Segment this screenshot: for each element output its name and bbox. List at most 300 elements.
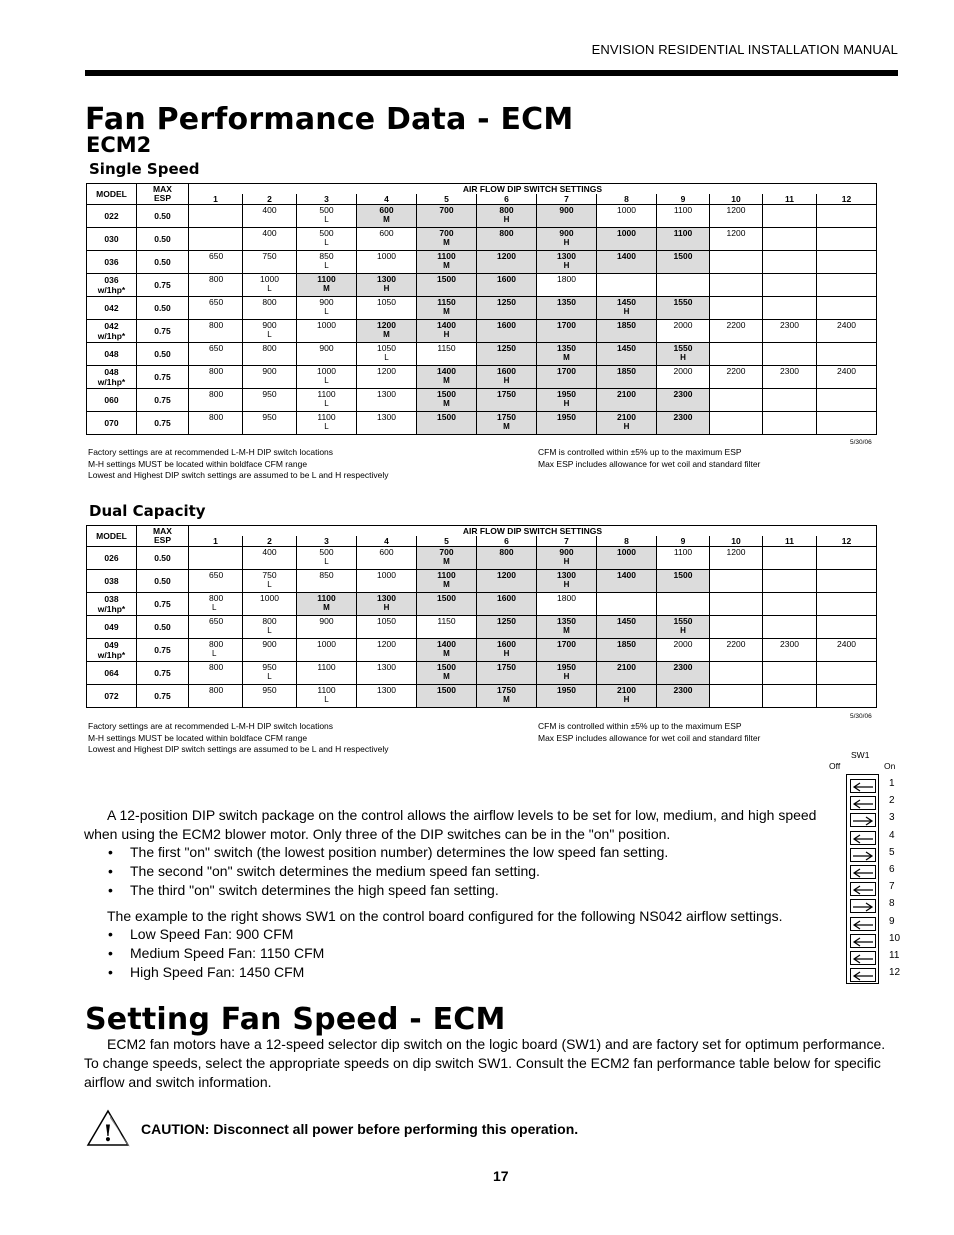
cell-cfm [817, 593, 877, 616]
cell-cfm [817, 412, 877, 435]
col-switch-4: 4 [357, 536, 417, 547]
single-notes-left [88, 447, 389, 482]
cell-cfm: 1100 M [417, 570, 477, 593]
cell-cfm: 1450 [597, 343, 657, 366]
cell-model: 048 [87, 343, 137, 366]
dip-bullet: • The second "on" switch determines the medium speed fan setting. [108, 863, 540, 879]
cell-cfm: 850 [297, 570, 357, 593]
cell-cfm: 1250 [477, 616, 537, 639]
cell-cfm: 1150 [417, 343, 477, 366]
cell-cfm: 900 [243, 639, 297, 662]
cell-cfm: 1000 [597, 547, 657, 570]
cell-cfm [763, 685, 817, 708]
cell-cfm: 1000 [357, 570, 417, 593]
cell-cfm [763, 251, 817, 274]
cell-cfm: 800 [477, 228, 537, 251]
table-row [87, 320, 877, 343]
cell-cfm: 1300 [357, 389, 417, 412]
arrow-right-icon [851, 850, 875, 862]
cell-cfm: 1600 [477, 274, 537, 297]
col-switch-2: 2 [243, 194, 297, 205]
caution-text: CAUTION: Disconnect all power before performing this operation. [141, 1121, 579, 1137]
cell-cfm: 950 [243, 412, 297, 435]
sw1-position-label: 7 [889, 881, 895, 893]
cell-cfm: 1200 [357, 366, 417, 389]
cell-cfm [710, 274, 763, 297]
cell-cfm: 1400 M [417, 639, 477, 662]
cell-cfm: 400 [243, 205, 297, 228]
col-switch-6: 6 [477, 536, 537, 547]
col-airflow-settings: AIR FLOW DIP SWITCH SETTINGS [189, 184, 877, 195]
cell-cfm: 950 [243, 685, 297, 708]
col-switch-11: 11 [763, 536, 817, 547]
dip-bullet: • The first "on" switch (the lowest position number) determines the low speed fan setting. [108, 844, 669, 860]
cell-max-esp: 0.75 [137, 593, 189, 616]
cell-cfm [597, 274, 657, 297]
sw1-position-label: 3 [889, 812, 895, 824]
sw1-position-label: 5 [889, 846, 895, 858]
note-line: Max ESP includes allowance for wet coil and standard filter [538, 732, 761, 743]
arrow-left-icon [851, 867, 875, 879]
cell-model: 049 w/1hp* [87, 639, 137, 662]
single-table-date: 5/30/06 [850, 439, 872, 446]
note-line: Factory settings are at recommended L-M-H DIP switch locations [88, 721, 334, 731]
cell-max-esp: 0.50 [137, 251, 189, 274]
cell-cfm: 1350 M [537, 343, 597, 366]
cell-cfm: 2100 [597, 389, 657, 412]
arrow-left-icon [851, 970, 875, 982]
cell-cfm: 650 [189, 570, 243, 593]
single-speed-heading: Single Speed [89, 160, 200, 178]
cell-cfm [763, 616, 817, 639]
cell-cfm: 1050 [357, 616, 417, 639]
sw1-position-label: 6 [889, 864, 895, 875]
cell-cfm: 900 [243, 366, 297, 389]
sw1-switch-12 [850, 968, 876, 982]
cell-cfm: 1100 L [297, 412, 357, 435]
cell-cfm [710, 343, 763, 366]
dual-capacity-heading: Dual Capacity [89, 502, 206, 520]
col-switch-5: 5 [417, 194, 477, 205]
col-switch-10: 10 [710, 536, 763, 547]
cell-cfm [763, 205, 817, 228]
cell-cfm: 2400 [817, 639, 877, 662]
arrow-left-icon [851, 936, 875, 948]
cell-cfm: 500 L [297, 547, 357, 570]
cell-cfm: 1000 [297, 639, 357, 662]
cell-cfm: 750 L [243, 570, 297, 593]
bullet-glyph: • [108, 945, 113, 961]
cell-cfm: 1800 [537, 593, 597, 616]
page-title: Fan Performance Data - ECM [85, 102, 574, 137]
cell-cfm: 600 [357, 547, 417, 570]
cell-cfm [189, 205, 243, 228]
cell-cfm: 800 L [189, 593, 243, 616]
cell-cfm [763, 297, 817, 320]
col-switch-8: 8 [597, 194, 657, 205]
table-row [87, 547, 877, 570]
dual-table-date: 5/30/06 [850, 713, 872, 720]
cell-cfm [817, 570, 877, 593]
note-line: M-H settings MUST be located within boldface CFM range [88, 732, 308, 743]
cell-cfm [710, 616, 763, 639]
col-switch-3: 3 [297, 536, 357, 547]
cell-cfm: 2400 [817, 366, 877, 389]
cell-cfm: 1100 [657, 547, 710, 570]
cell-cfm: 1150 M [417, 297, 477, 320]
sw1-switch-7 [850, 882, 876, 896]
col-switch-12: 12 [817, 194, 877, 205]
cell-cfm: 800 [189, 320, 243, 343]
cell-cfm: 1850 [597, 366, 657, 389]
cell-cfm [817, 274, 877, 297]
col-switch-8: 8 [597, 536, 657, 547]
cell-cfm: 1100 [657, 228, 710, 251]
cell-cfm: 800 [243, 343, 297, 366]
cell-cfm: 750 [243, 251, 297, 274]
sw1-position-label: 11 [889, 950, 900, 961]
cell-model: 022 [87, 205, 137, 228]
cell-cfm: 900 H [537, 228, 597, 251]
arrow-left-icon [851, 919, 875, 931]
cell-cfm: 400 [243, 547, 297, 570]
col-switch-7: 7 [537, 536, 597, 547]
cell-cfm: 1000 L [297, 366, 357, 389]
cell-cfm: 1300 H [537, 251, 597, 274]
cell-cfm: 1300 [357, 412, 417, 435]
cell-cfm: 1700 [537, 366, 597, 389]
cell-cfm: 1750 [477, 662, 537, 685]
cell-cfm: 1850 [597, 639, 657, 662]
cell-cfm [189, 547, 243, 570]
header-manual-title: ENVISION RESIDENTIAL INSTALLATION MANUAL [591, 42, 898, 57]
cell-cfm: 900 [297, 343, 357, 366]
cell-cfm [817, 251, 877, 274]
caution-icon-glyph: ! [103, 1121, 113, 1147]
cell-cfm: 1200 [477, 251, 537, 274]
cell-cfm: 1950 [537, 412, 597, 435]
arrow-left-icon [851, 833, 875, 845]
table-row [87, 366, 877, 389]
cell-cfm: 1850 [597, 320, 657, 343]
note-line: Lowest and Highest DIP switch settings are assumed to be L and H respectively [88, 744, 389, 754]
cell-cfm: 1750 M [477, 412, 537, 435]
cell-cfm: 1100 M [417, 251, 477, 274]
cell-model: 048 w/1hp* [87, 366, 137, 389]
example-bullet: • Medium Speed Fan: 1150 CFM [108, 945, 325, 961]
cell-cfm: 900 L [297, 297, 357, 320]
cell-cfm: 1300 H [537, 570, 597, 593]
cell-cfm: 900 H [537, 547, 597, 570]
cell-cfm: 1500 [417, 274, 477, 297]
cell-cfm: 1350 M [537, 616, 597, 639]
cell-model: 070 [87, 412, 137, 435]
bullet-glyph: • [108, 844, 113, 860]
cell-cfm: 1750 M [477, 685, 537, 708]
cell-cfm: 1400 H [417, 320, 477, 343]
cell-cfm: 1000 [597, 228, 657, 251]
cell-cfm [710, 662, 763, 685]
cell-cfm: 2300 [657, 662, 710, 685]
cell-cfm: 900 [537, 205, 597, 228]
cell-cfm: 1300 H [357, 274, 417, 297]
cell-model: 038 w/1hp* [87, 593, 137, 616]
cell-cfm [710, 297, 763, 320]
cell-cfm: 800 [189, 366, 243, 389]
col-switch-10: 10 [710, 194, 763, 205]
cell-cfm: 1100 [657, 205, 710, 228]
sw1-on-label: On [884, 761, 896, 771]
col-switch-9: 9 [657, 536, 710, 547]
cell-max-esp: 0.50 [137, 570, 189, 593]
col-max-esp: MAX ESP [137, 184, 189, 205]
cell-max-esp: 0.75 [137, 639, 189, 662]
sw1-switch-11 [850, 951, 876, 965]
table-row [87, 616, 877, 639]
cell-cfm: 800 [189, 412, 243, 435]
note-line: Lowest and Highest DIP switch settings are assumed to be L and H respectively [88, 470, 389, 480]
cell-cfm [817, 389, 877, 412]
cell-cfm [710, 685, 763, 708]
cell-cfm: 2300 [657, 685, 710, 708]
col-switch-1: 1 [189, 536, 243, 547]
cell-cfm: 500 L [297, 205, 357, 228]
cell-cfm [817, 228, 877, 251]
cell-model: 030 [87, 228, 137, 251]
dual-notes-right [538, 721, 760, 744]
cell-cfm [657, 274, 710, 297]
cell-cfm: 600 [357, 228, 417, 251]
cell-cfm: 950 [243, 389, 297, 412]
example-bullet: • High Speed Fan: 1450 CFM [108, 964, 305, 980]
cell-cfm: 2300 [657, 389, 710, 412]
cell-max-esp: 0.50 [137, 228, 189, 251]
cell-model: 060 [87, 389, 137, 412]
setting-paragraph: ECM2 fan motors have a 12-speed selector dip switch on the logic board (SW1) and are factory set for optimum performance. To change speeds, select the appropriate speeds on dip switch SW1. Consult the ECM2 fan performance table below for specific airflow and switch information. [84, 1036, 886, 1090]
sw1-off-label: Off [829, 761, 841, 771]
cell-cfm: 1100 M [297, 593, 357, 616]
cell-model: 064 [87, 662, 137, 685]
arrow-right-icon [851, 815, 875, 827]
col-max-esp: MAX ESP [137, 526, 189, 547]
cell-cfm [710, 412, 763, 435]
cell-cfm [710, 389, 763, 412]
sw1-switch-6 [850, 865, 876, 879]
cell-max-esp: 0.75 [137, 412, 189, 435]
cell-cfm: 1500 M [417, 389, 477, 412]
section-subtitle: ECM2 [86, 133, 152, 157]
single-notes-right [538, 447, 760, 470]
col-switch-6: 6 [477, 194, 537, 205]
cell-cfm: 800 [189, 389, 243, 412]
cell-model: 038 [87, 570, 137, 593]
cell-cfm: 1800 [537, 274, 597, 297]
cell-cfm: 1250 [477, 343, 537, 366]
cell-cfm [189, 228, 243, 251]
cell-cfm: 650 [189, 343, 243, 366]
single-speed-table [86, 183, 877, 435]
arrow-left-icon [851, 781, 875, 793]
cell-cfm: 800 [477, 547, 537, 570]
cell-cfm: 650 [189, 616, 243, 639]
cell-cfm: 1200 [710, 547, 763, 570]
cell-cfm: 1950 H [537, 662, 597, 685]
cell-cfm [710, 251, 763, 274]
cell-cfm [763, 343, 817, 366]
dual-notes-left [88, 721, 389, 756]
dip-bullet: • The third "on" switch determines the high speed fan setting. [108, 882, 499, 898]
cell-cfm: 800 [189, 685, 243, 708]
col-model: MODEL [87, 184, 137, 205]
cell-cfm: 1200 [710, 205, 763, 228]
cell-cfm [657, 593, 710, 616]
sw1-switch-9 [850, 917, 876, 931]
cell-cfm: 800 [189, 662, 243, 685]
cell-cfm: 2200 [710, 320, 763, 343]
cell-cfm: 1550 H [657, 616, 710, 639]
cell-cfm: 1200 [477, 570, 537, 593]
cell-cfm: 1100 M [297, 274, 357, 297]
cell-cfm: 800 L [243, 616, 297, 639]
cell-model: 072 [87, 685, 137, 708]
cell-cfm: 2400 [817, 320, 877, 343]
table-row [87, 205, 877, 228]
cell-cfm [763, 547, 817, 570]
cell-cfm: 700 M [417, 547, 477, 570]
cell-cfm: 900 [297, 616, 357, 639]
cell-cfm: 1950 H [537, 389, 597, 412]
bullet-glyph: • [108, 926, 113, 942]
col-switch-2: 2 [243, 536, 297, 547]
cell-cfm [817, 685, 877, 708]
cell-cfm: 2000 [657, 320, 710, 343]
caution-warning-icon [86, 1109, 130, 1147]
cell-cfm: 800 L [189, 639, 243, 662]
col-switch-1: 1 [189, 194, 243, 205]
note-line: CFM is controlled within ±5% up to the maximum ESP [538, 721, 742, 731]
cell-cfm: 1750 [477, 389, 537, 412]
cell-max-esp: 0.50 [137, 297, 189, 320]
table-row [87, 412, 877, 435]
dip-paragraph: A 12-position DIP switch package on the control allows the airflow levels to be set for low, medium, and high speed when using the ECM2 blower motor. Only three of the DIP switches can be in the "on" position. [84, 807, 817, 842]
cell-cfm: 1300 H [357, 593, 417, 616]
sw1-position-label: 8 [889, 898, 895, 910]
cell-max-esp: 0.75 [137, 320, 189, 343]
arrow-left-icon [851, 798, 875, 810]
col-switch-4: 4 [357, 194, 417, 205]
cell-model: 036 w/1hp* [87, 274, 137, 297]
sw1-switch-4 [850, 831, 876, 845]
cell-cfm: 2300 [763, 639, 817, 662]
sw1-position-label: 12 [889, 967, 901, 979]
col-airflow-settings: AIR FLOW DIP SWITCH SETTINGS [189, 526, 877, 537]
col-switch-11: 11 [763, 194, 817, 205]
sw1-label: SW1 [851, 750, 870, 760]
cell-cfm: 1400 M [417, 366, 477, 389]
cell-cfm: 1000 L [243, 274, 297, 297]
cell-cfm: 1400 [597, 570, 657, 593]
cell-cfm: 1250 [477, 297, 537, 320]
cell-max-esp: 0.75 [137, 662, 189, 685]
cell-cfm: 1100 L [297, 389, 357, 412]
dual-capacity-table [86, 525, 877, 708]
note-line: Max ESP includes allowance for wet coil and standard filter [538, 458, 761, 469]
cell-cfm: 1600 H [477, 366, 537, 389]
col-model: MODEL [87, 526, 137, 547]
cell-cfm [817, 662, 877, 685]
cell-cfm: 800 H [477, 205, 537, 228]
cell-cfm: 1000 [297, 320, 357, 343]
cell-max-esp: 0.50 [137, 616, 189, 639]
cell-cfm: 2300 [763, 320, 817, 343]
cell-model: 036 [87, 251, 137, 274]
cell-cfm: 1100 [297, 662, 357, 685]
cell-cfm: 650 [189, 251, 243, 274]
cell-cfm: 2300 [763, 366, 817, 389]
table-row [87, 297, 877, 320]
cell-cfm: 1450 H [597, 297, 657, 320]
cell-cfm: 1600 H [477, 639, 537, 662]
cell-model: 049 [87, 616, 137, 639]
dip-example-text: The example to the right shows SW1 on the control board configured for the following NS042 airflow settings. [107, 908, 783, 924]
cell-cfm [763, 412, 817, 435]
table-row [87, 251, 877, 274]
bullet-glyph: • [108, 964, 113, 980]
cell-cfm [763, 228, 817, 251]
bullet-glyph: • [108, 863, 113, 879]
cell-cfm: 1200 [710, 228, 763, 251]
cell-cfm: 1500 [657, 251, 710, 274]
table-row [87, 274, 877, 297]
setting-fan-speed-title: Setting Fan Speed - ECM [85, 1002, 506, 1037]
col-switch-7: 7 [537, 194, 597, 205]
cell-cfm: 1500 [417, 593, 477, 616]
cell-cfm: 800 [189, 274, 243, 297]
note-line: M-H settings MUST be located within boldface CFM range [88, 458, 308, 469]
table-row [87, 343, 877, 366]
cell-cfm [763, 593, 817, 616]
cell-max-esp: 0.75 [137, 389, 189, 412]
cell-cfm [710, 570, 763, 593]
cell-cfm: 1600 [477, 593, 537, 616]
cell-cfm: 1950 [537, 685, 597, 708]
cell-cfm: 1200 [357, 639, 417, 662]
arrow-left-icon [851, 884, 875, 896]
example-bullet: • Low Speed Fan: 900 CFM [108, 926, 294, 942]
cell-cfm: 1200 M [357, 320, 417, 343]
cell-cfm: 2000 [657, 366, 710, 389]
sw1-switch-5 [850, 848, 876, 862]
cell-cfm: 1450 [597, 616, 657, 639]
cell-cfm: 2100 [597, 662, 657, 685]
cell-cfm: 800 [243, 297, 297, 320]
cell-model: 026 [87, 547, 137, 570]
cell-cfm: 1700 [537, 320, 597, 343]
cell-cfm: 1050 [357, 297, 417, 320]
arrow-left-icon [851, 953, 875, 965]
cell-cfm [817, 616, 877, 639]
cell-cfm: 2100 H [597, 412, 657, 435]
cell-cfm [817, 297, 877, 320]
note-line: CFM is controlled within ±5% up to the maximum ESP [538, 447, 742, 457]
arrow-right-icon [851, 901, 875, 913]
cell-cfm: 600 M [357, 205, 417, 228]
table-row [87, 662, 877, 685]
note-line: Factory settings are at recommended L-M-H DIP switch locations [88, 447, 334, 457]
cell-cfm: 900 L [243, 320, 297, 343]
cell-cfm [763, 274, 817, 297]
table-row [87, 570, 877, 593]
